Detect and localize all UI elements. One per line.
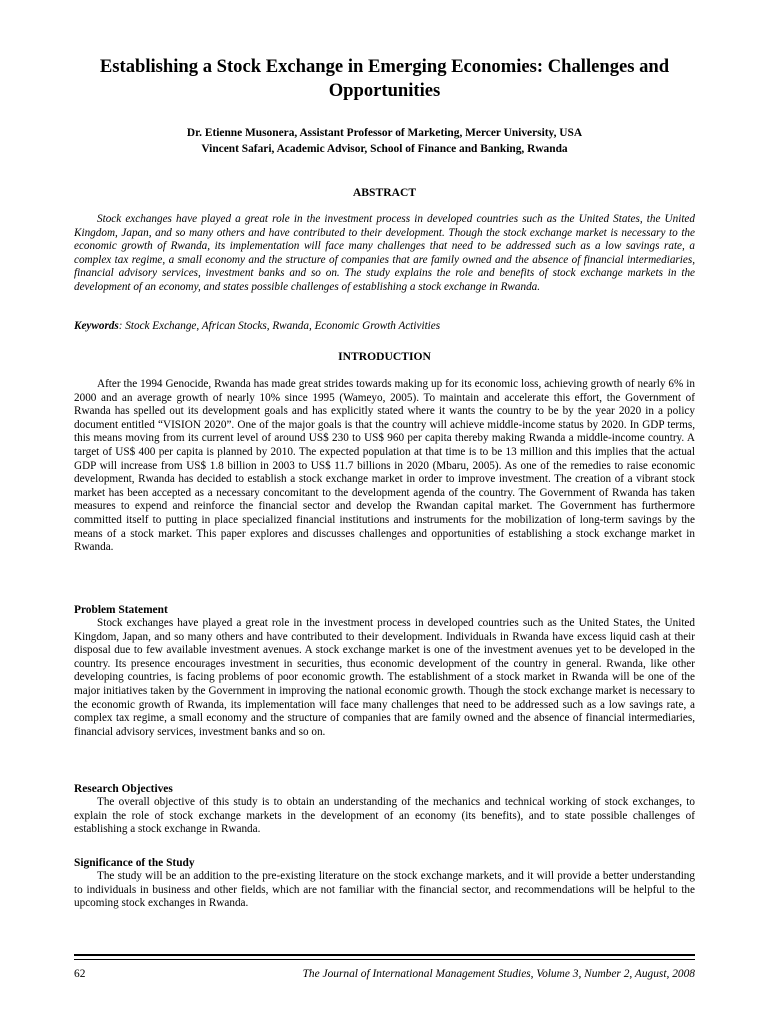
introduction-heading: INTRODUCTION bbox=[338, 350, 431, 363]
author-line: Vincent Safari, Academic Advisor, School of Finance and Banking, Rwanda bbox=[201, 143, 568, 155]
significance-body: The study will be an addition to the pre-existing literature on the stock exchange markets, and it will provide a better understanding to individuals in business and other fields, which are not familiar with the financial sector, and recommendations will be helpful to the upcoming stock exchanges in Rwanda. bbox=[74, 870, 695, 910]
paper-title: Establishing a Stock Exchange in Emerging Economies: Challenges and Opportunities bbox=[99, 56, 670, 101]
footer-rule bbox=[74, 959, 695, 960]
problem-statement-heading: Problem Statement bbox=[74, 604, 168, 616]
problem-statement-body: Stock exchanges have played a great role in the investment process in developed countries such as the United States, the United Kingdom, Japan, and so many others and have contributed to their development. Individuals in Rwanda have excess liquid cash at their disposal due to few available investment avenues. A stock exchange market is one of the investment avenues yet to be developed in the country. Its presence encourages investment in securities, thus economic development of the country in general. Rwanda, like other developing countries, is facing problems of poor economic growth. The establishment of a stock market in Rwanda will be one of the major initiatives taken by the Government in improving the national economic growth. Though the stock exchange market is necessary to the economic growth of Rwanda, its implementation will face many challenges that need to be addressed such as a low savings rate, a complex tax regime, a small economy and the structure of companies that are family owned and the absence of financial intermediaries, financial advisory services, investment banks and so on. bbox=[74, 617, 695, 738]
introduction-body: After the 1994 Genocide, Rwanda has made great strides towards making up for its economic loss, achieving growth of nearly 6% in 2000 and an average growth of nearly 10% since 1995 (Wameyo, 2005). To maintain and accelerate this effort, the Government of Rwanda has spelled out its development goals and has explicitly stated where it wants the country to be by the year 2020 in a policy document entitled “VISION 2020”. One of the major goals is that the country will achieve middle-income status by 2020. In GDP terms, this means moving from its current level of around US$ 230 to US$ 960 per capita thereby making Rwanda a middle-income country. A target of US$ 400 per capita is planned by 2010. The expected population at that time is to be 13 million and this implies that the actual GDP will increase from US$ 1.8 billion in 2003 to US$ 11.7 billions in 2020 (Mbaru, 2005). As one of the remedies to raise economic development, Rwanda has decided to establish a stock exchange market in order to improve investment. The creation of a vibrant stock market has been accepted as a necessary concomitant to the development agenda of the country. The Government of Rwanda has taken measures to expend and reinforce the financial sector and develop the Rwandan capital market. The Government has furthermore committed itself to putting in place specialized financial institutions and instruments for the mobilization of long-term savings by the means of a stock market. This paper explores and discusses challenges and opportunities of establishing a stock exchange market in Rwanda. bbox=[74, 378, 695, 554]
author-line: Dr. Etienne Musonera, Assistant Professor of Marketing, Mercer University, USA bbox=[186, 127, 583, 139]
keywords-line bbox=[74, 320, 695, 334]
abstract-heading: ABSTRACT bbox=[352, 186, 417, 199]
research-objectives-body: The overall objective of this study is to obtain an understanding of the mechanics and technical working of stock exchanges, to explain the role of stock exchange markets in the development of an economy (its benefits), and to state possible challenges of establishing a stock exchange in Rwanda. bbox=[74, 796, 695, 836]
significance-heading: Significance of the Study bbox=[74, 857, 195, 869]
research-objectives-heading: Research Objectives bbox=[74, 783, 173, 795]
journal-reference: The Journal of International Management Studies, Volume 3, Number 2, August, 2008 bbox=[302, 968, 695, 980]
keywords-label: Keywords bbox=[74, 320, 119, 332]
footer-rule bbox=[74, 954, 695, 956]
abstract-body: Stock exchanges have played a great role in the investment process in developed countries such as the United States, the United Kingdom, Japan, and so many others and have contributed to their development. Though the stock exchange market is necessary to the economic growth of Rwanda, its implementation will face many challenges that need to be addressed such as a low savings rate, a complex tax regime, a small economy and the structure of companies that are family owned and the absence of financial intermediaries, financial advisory services, investment banks and so on. The study explains the role and benefits of stock exchange markets in the development of an economy, and states possible challenges of establishing a stock exchange in Rwanda. bbox=[74, 213, 695, 293]
page-number: 62 bbox=[74, 968, 86, 980]
keywords-text: : Stock Exchange, African Stocks, Rwanda, Economic Growth Activities bbox=[118, 320, 441, 332]
author-list bbox=[74, 125, 695, 157]
